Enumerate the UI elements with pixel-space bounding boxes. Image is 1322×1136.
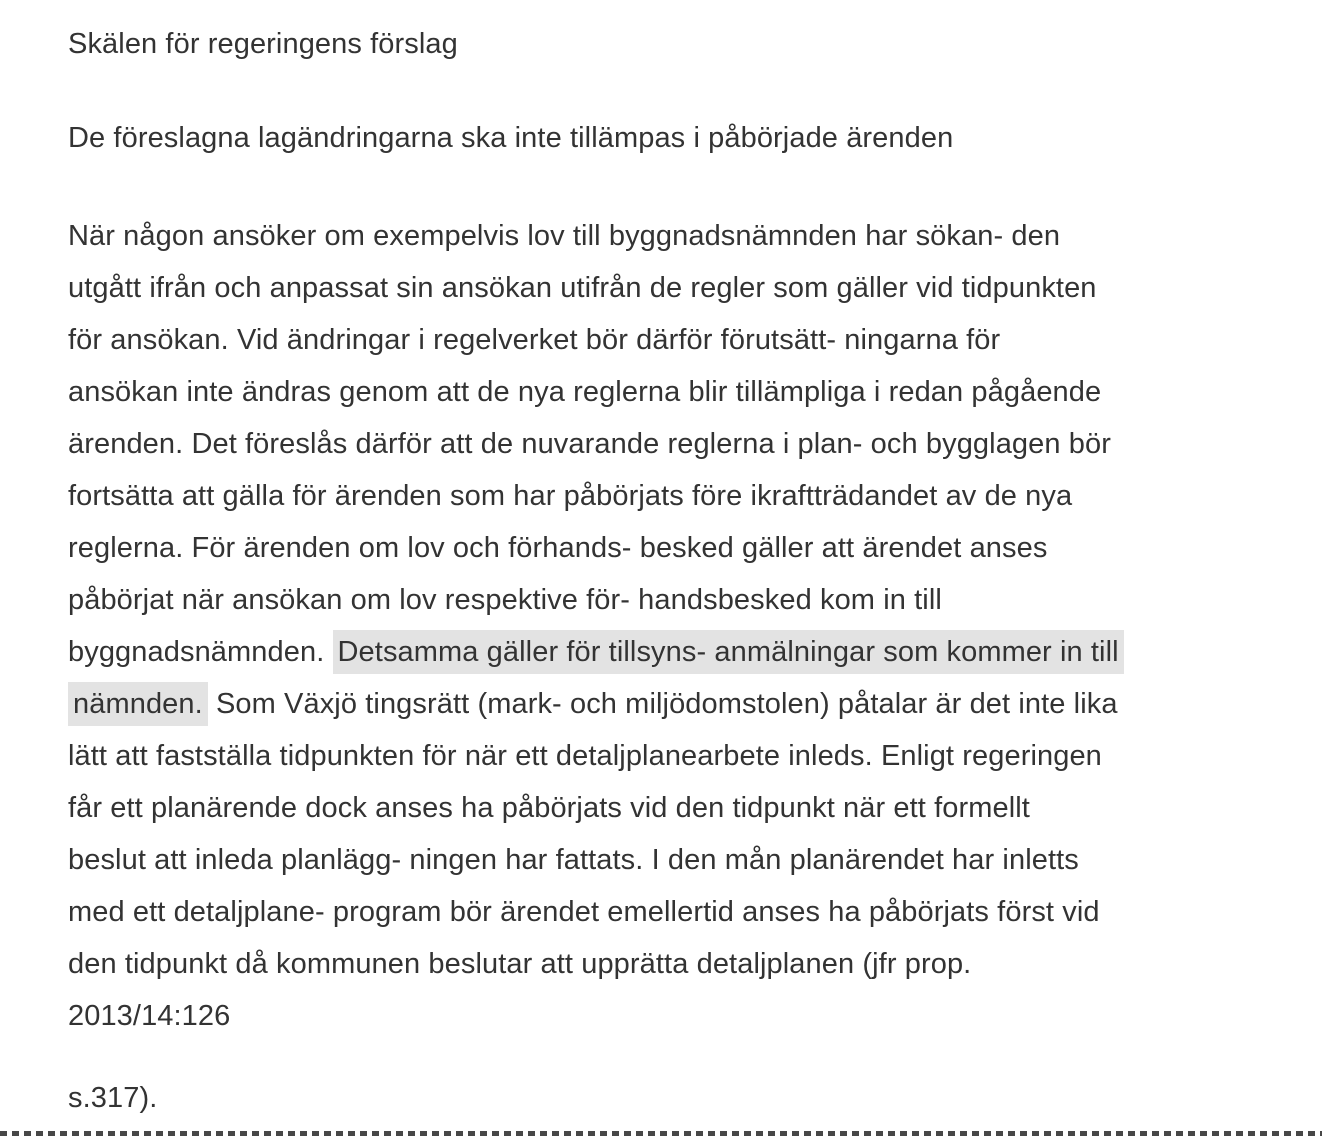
paragraph-text: för ansökan. Vid ändringar i regelverket bör därför förutsätt- ningarna för (68, 324, 1001, 356)
paragraph-text: 2013/14:126 (68, 1000, 231, 1032)
paragraph-text: ansökan inte ändras genom att de nya reglerna blir tillämpliga i redan pågående (68, 376, 1102, 408)
subsection-heading: De föreslagna lagändringarna ska inte tillämpas i påbörjade ärenden (68, 122, 954, 154)
paragraph-line (68, 574, 1276, 626)
paragraph-text: beslut att inleda planlägg- ningen har fattats. I den mån planärendet har inletts (68, 844, 1079, 876)
highlighted-text: Detsamma gäller för tillsyns- anmälningar som kommer in till (333, 630, 1124, 674)
paragraph-line (68, 314, 1276, 366)
paragraph-text: När någon ansöker om exempelvis lov till byggnadsnämnden har sökan- den (68, 220, 1061, 252)
paragraph-line (68, 990, 1276, 1042)
paragraph-line (68, 678, 1276, 730)
paragraph-text: lätt att fastställa tidpunkten för när ett detaljplanearbete inleds. Enligt regeringen (68, 740, 1102, 772)
paragraph-line (68, 834, 1276, 886)
paragraph-text: ärenden. Det föreslås därför att de nuvarande reglerna i plan- och bygglagen bör (68, 428, 1111, 460)
paragraph-line (68, 730, 1276, 782)
paragraph-line (68, 782, 1276, 834)
paragraph-line (68, 626, 1276, 678)
paragraph-text: Som Växjö tingsrätt (mark- och miljödomstolen) påtalar är det inte lika (207, 688, 1118, 720)
cutoff-text-line (0, 1131, 1322, 1136)
section-heading: Skälen för regeringens förslag (68, 28, 458, 60)
paragraph-text: fortsätta att gälla för ärenden som har påbörjats före ikraftträdandet av de nya (68, 480, 1073, 512)
paragraph-line (68, 938, 1276, 990)
body-paragraph (68, 210, 1276, 1042)
paragraph-text: får ett planärende dock anses ha påbörjats vid den tidpunkt när ett formellt (68, 792, 1030, 824)
paragraph-line (68, 366, 1276, 418)
paragraph-text: påbörjat när ansökan om lov respektive för- handsbesked kom in till (68, 584, 942, 616)
paragraph-line (68, 210, 1276, 262)
paragraph-line (68, 470, 1276, 522)
paragraph-text: med ett detaljplane- program bör ärendet emellertid anses ha påbörjats först vid (68, 896, 1100, 928)
paragraph-line (68, 522, 1276, 574)
paragraph-line (68, 262, 1276, 314)
paragraph-text: den tidpunkt då kommunen beslutar att upprätta detaljplanen (jfr prop. (68, 948, 972, 980)
paragraph-line (68, 418, 1276, 470)
paragraph-text: reglerna. För ärenden om lov och förhands- besked gäller att ärendet anses (68, 532, 1048, 564)
closing-line: s.317). (68, 1082, 158, 1114)
paragraph-text: byggnadsnämnden. (68, 636, 333, 668)
highlighted-text: nämnden. (68, 682, 208, 726)
paragraph-line (68, 886, 1276, 938)
paragraph-text: utgått ifrån och anpassat sin ansökan utifrån de regler som gäller vid tidpunkten (68, 272, 1097, 304)
